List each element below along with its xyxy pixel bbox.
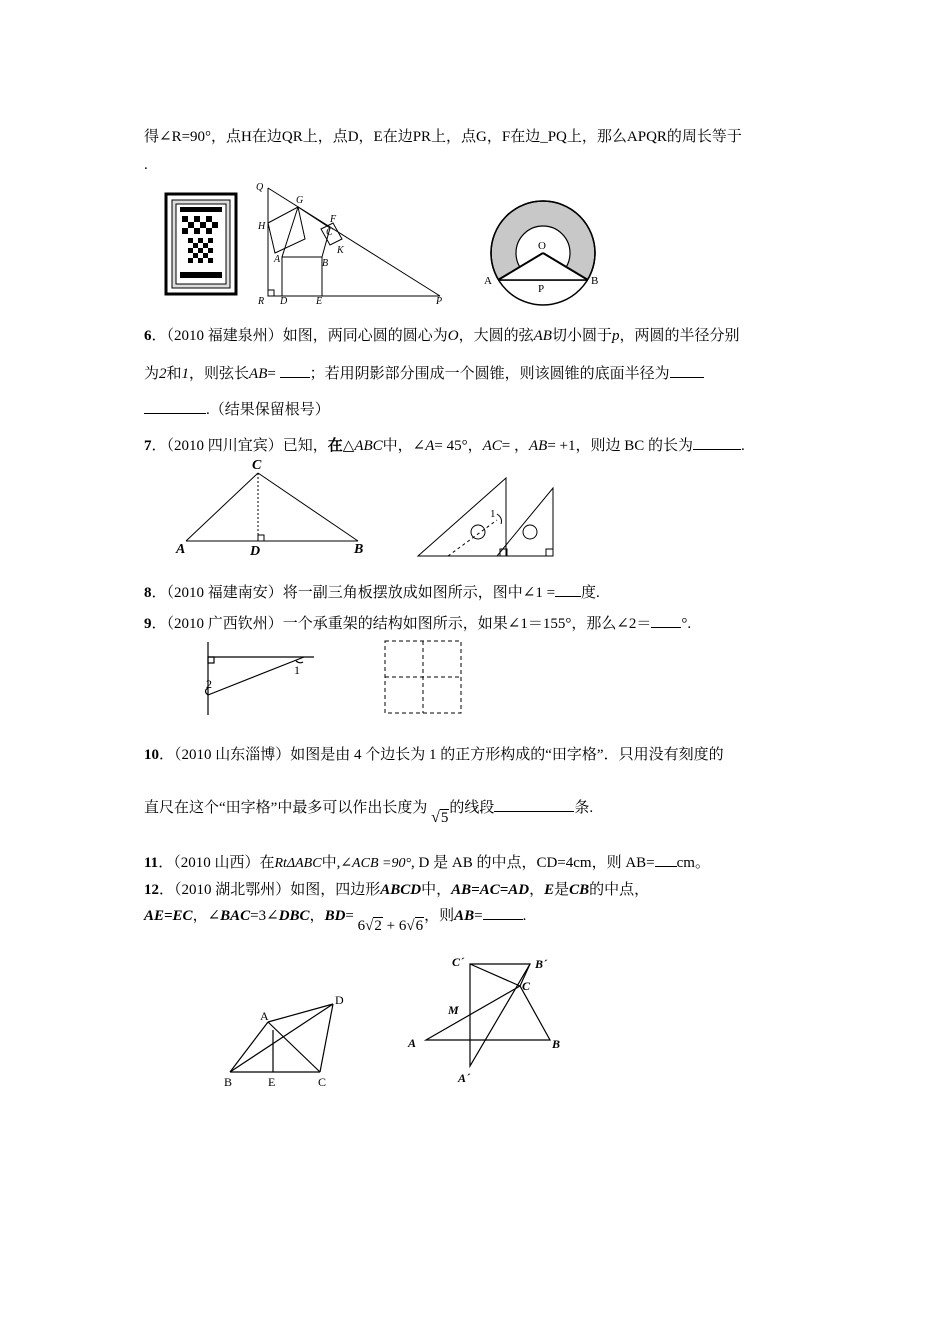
- triangle-abc-figure: [170, 455, 380, 560]
- angle-1-label: 1: [294, 663, 300, 677]
- problem-12-line-1: 12．（2010 湖北鄂州）如图，四边形ABCD中，AB=AC=AD，E是CB的中点，: [144, 882, 650, 898]
- problem-12-line-2: AE=EC，∠BAC=3∠DBC，BD= 6√2 + 6√6，则AB= .: [144, 908, 527, 934]
- label-a: A: [176, 542, 186, 557]
- answer-blank: [144, 400, 206, 414]
- problem-6-line-3: .（结果保留根号）: [144, 400, 330, 420]
- label-c: C: [318, 1075, 327, 1089]
- label-e: E: [268, 1075, 276, 1089]
- label-c: C: [522, 979, 531, 993]
- label-b: B: [354, 542, 364, 557]
- label-b: B: [322, 258, 329, 269]
- label-d: D: [280, 296, 288, 307]
- answer-blank: [651, 614, 681, 628]
- problem-10-line-2: 直尺在这个“田字格”中最多可以作出长度为 √5的线段 条.: [144, 800, 594, 826]
- label-b-prime: B´: [535, 957, 547, 971]
- quadrilateral-abcd-figure: [218, 990, 358, 1090]
- label-o: O: [538, 240, 546, 252]
- set-squares-figure: [410, 470, 570, 565]
- answer-blank: [483, 906, 523, 920]
- problem-10-line-1: 10．（2010 山东淄博）如图是由 4 个边长为 1 的正方形构成的“田字格”．只用没有刻度的: [144, 747, 724, 763]
- answer-blank: [494, 798, 574, 812]
- problem-11: 11．（2010 山西）在RtΔABC中,∠ACB =90°, D 是 AB 的中点，CD=4cm，则 AB= cm。: [144, 855, 710, 871]
- label-k: K: [337, 245, 344, 256]
- label-r: R: [258, 296, 265, 307]
- label-h: H: [258, 221, 266, 232]
- angle-2-label: 2: [206, 677, 212, 691]
- answer-blank: [670, 364, 704, 378]
- problem-5-line-2: .: [144, 157, 148, 173]
- problem-6-line-2: 为2和1，则弦长AB= ；若用阴影部分围成一个圆锥，则该圆锥的底面半径为: [144, 364, 704, 384]
- problem-5-line-1: 得∠R=90°，点H在边QR上，点D，E在边PR上，点G，F在边_PQ上，那么APQR的周长等于: [144, 129, 742, 145]
- triangle-pqr-figure: [250, 180, 460, 308]
- label-b: B: [591, 275, 599, 287]
- label-c-prime: C´: [452, 955, 464, 969]
- bracket-figure: [196, 640, 326, 720]
- problem-6-line-1: 6．（2010 福建泉州）如图，两同心圆的圆心为O，大圆的弦AB切小圆于p，两圆的半径分别: [144, 328, 740, 344]
- label-a: A: [274, 254, 281, 265]
- label-e: E: [316, 296, 323, 307]
- angle-1-label: 1: [490, 508, 496, 520]
- problem-9: 9．（2010 广西钦州）一个承重架的结构如图所示，如果∠1＝155°，那么∠2＝ °.: [144, 616, 692, 632]
- answer-blank: [693, 436, 741, 450]
- concentric-circles-figure: [478, 198, 608, 308]
- bd-value: 6√2 + 6√6: [357, 918, 424, 934]
- label-d: D: [335, 993, 344, 1007]
- label-b: B: [552, 1037, 561, 1051]
- label-g: G: [296, 195, 304, 206]
- label-a: A: [260, 1009, 269, 1023]
- answer-blank: [655, 853, 677, 867]
- answer-blank: [555, 583, 581, 597]
- label-d: D: [250, 544, 261, 559]
- label-a-prime: A´: [458, 1071, 470, 1085]
- label-p: P: [436, 296, 443, 307]
- label-a: A: [484, 275, 492, 287]
- label-q: Q: [256, 182, 264, 193]
- label-a: A: [408, 1036, 417, 1050]
- label-p: P: [538, 283, 545, 295]
- problem-7: 7．（2010 四川宜宾）已知，在△ABC中，∠A= 45°，AC= ，AB= +1，则边 BC 的长为 .: [144, 438, 745, 454]
- tian-grid-figure: [384, 640, 464, 716]
- overlapping-triangles-figure: [400, 948, 580, 1088]
- sqrt-5: √5: [431, 809, 449, 826]
- label-c: C: [252, 458, 262, 473]
- stamp-figure: [160, 190, 240, 300]
- label-f: F: [330, 214, 337, 225]
- answer-blank: [280, 364, 310, 378]
- problem-8: 8．（2010 福建南安）将一副三角板摆放成如图所示，图中∠1 = 度.: [144, 585, 600, 601]
- label-b: B: [224, 1075, 233, 1089]
- label-c: C: [326, 227, 333, 238]
- label-m: M: [448, 1003, 459, 1017]
